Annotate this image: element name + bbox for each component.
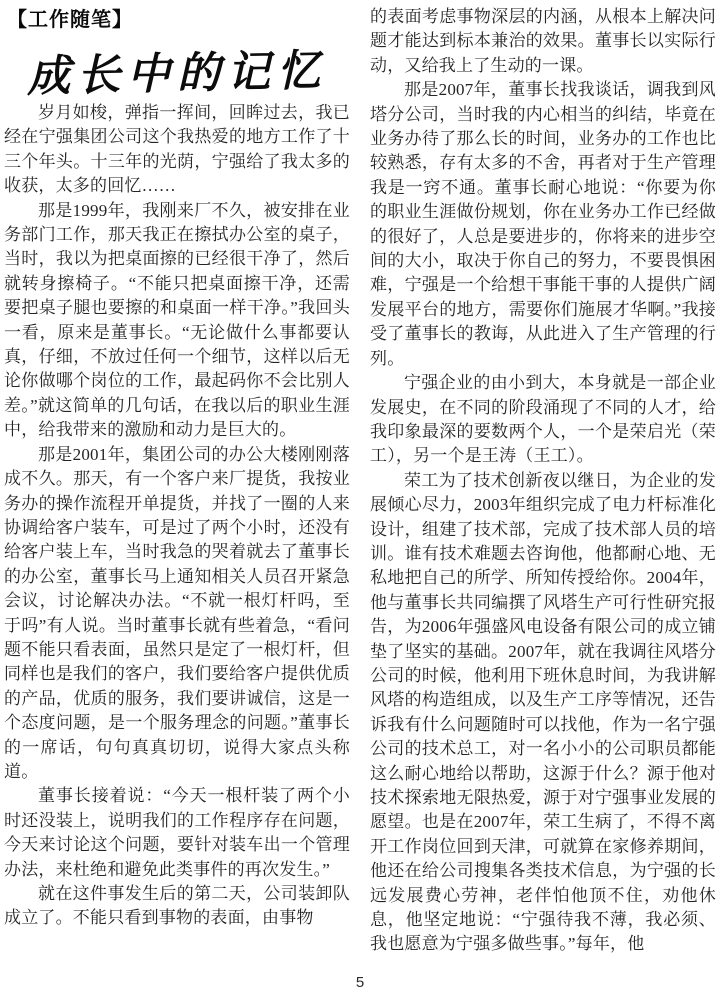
paragraph: 宁强企业的由小到大，本身就是一部企业发展史，在不同的阶段涌现了不同的人才，给我印象最深的要数两个人，一个是荣启光（荣工），另一个是王涛（王工）。 bbox=[370, 373, 716, 466]
paragraph: 那是2001年，集团公司的办公大楼刚刚落成不久。那天，有一个客户来厂提货，我按业务办的操作流程开单提货，并找了一圈的人来协调给客户装车，可是过了两个小时，还没有给客户装上车，当时我急的哭着就去了董事长的办公室，董事长马上通知相关人员召开紧急会议，讨论解决办法。“不就一根灯杆吗，至于吗”有人说。当时董事长就有些着急，“看问题不能只看表面，虽然只是定了一根灯杆，但同样也是我们的客户，我们要给客户提供优质的产品，优质的服务，我们要讲诚信，这是一个态度问题，是一个服务理念的问题。”董事长的一席话，句句真真切切，说得大家点头称道。 bbox=[4, 444, 350, 781]
paragraph: 岁月如梭，弹指一挥间，回眸过去，我已经在宁强集团公司这个我热爱的地方工作了十三个年头。十三年的光荫，宁强给了我太多的收获，太多的回忆…… bbox=[4, 103, 350, 196]
article-title: 成长中的记忆 bbox=[26, 47, 328, 102]
paragraph: 就在这件事发生后的第二天，公司装卸队成立了。不能只看到事物的表面，由事物 bbox=[4, 884, 350, 928]
paragraph: 荣工为了技术创新夜以继日，为企业的发展倾心尽力，2003年组织完成了电力杆标准化设计，组建了技术部，完成了技术部人员的培训。谁有技术难题去咨询他，他都耐心地、无私地把自己的所学、所知传授给你。2004年，他与董事长共同编撰了风塔生产可行性研究报告，为2006年强盛风电设备有限公司的成立铺垫了坚实的基础。2007年，就在我调往风塔分公司的时候，他利用下班休息时间，为我讲解风塔的构造组成，以及生产工序等情况，还告诉我有什么问题随时可以找他，作为一名宁强公司的技术总工，对一名小小的公司职员都能这么耐心地给以帮助，这源于什么？源于他对技术探索地无限热爱，源于对宁强事业发展的愿望。也是在2007年，荣工生病了，不得不离开工作岗位回到天津，可就算在家修养期间，他还在给公司搜集各类技术信息，为宁强的长远发展费心劳神，老伴怕他顶不住，劝他休息，他坚定地说：“宁强待我不薄，我必须、我也愿意为宁强多做些事。”每年，他 bbox=[370, 470, 716, 954]
section-tag: 【工作随笔】 bbox=[7, 9, 133, 31]
paragraph: 董事长接着说：“今天一根杆装了两个小时还没装上，说明我们的工作程序存在问题，今天来讨论这个问题，要针对装车出一个管理办法，来杜绝和避免此类事件的再次发生。” bbox=[4, 786, 350, 879]
left-column bbox=[4, 101, 350, 985]
right-column bbox=[370, 5, 716, 985]
paragraph: 那是1999年，我刚来厂不久，被安排在业务部门工作，那天我正在擦拭办公室的桌子，当时，我以为把桌面擦的已经很干净了，然后就转身擦椅子。“不能只把桌面擦干净，还需要把桌子腿也要擦的和桌面一样干净。”我回头一看，原来是董事长。“无论做什么事都要认真，仔细，不放过任何一个细节，这样以后无论你做哪个岗位的工作，最起码你不会比别人差。”就这简单的几句话，在我以后的职业生涯中，给我带来的激励和动力是巨大的。 bbox=[4, 200, 350, 440]
paragraph: 的表面考虑事物深层的内涵，从根本上解决问题才能达到标本兼治的效果。董事长以实际行动，又给我上了生动的一课。 bbox=[370, 7, 716, 75]
page-number: 5 bbox=[355, 974, 365, 991]
paragraph: 那是2007年，董事长找我谈话，调我到风塔分公司，当时我的内心相当的纠结，毕竟在业务办待了那么长的时间，业务办的工作也比较熟悉，存有太多的不舍，再者对于生产管理我是一窍不通。董事长耐心地说：“你要为你的职业生涯做份规划，你在业务办工作已经做的很好了，人总是要进步的，你将来的进步空间的大小，取决于你自己的努力，不要畏惧困难，宁强是一个给想干事能干事的人提供广阔发展平台的地方，需要你们施展才华啊。”我接受了董事长的教诲，从此进入了生产管理的行列。 bbox=[370, 80, 716, 368]
